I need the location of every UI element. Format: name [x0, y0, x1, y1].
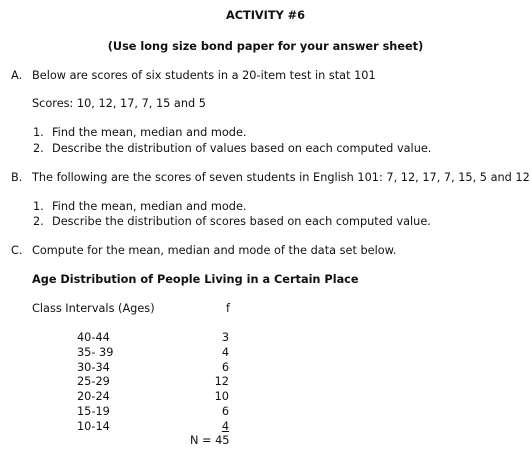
section-b-item-1-number: 1.: [33, 200, 44, 213]
table-row-frequency: 4: [221, 420, 229, 433]
section-b-item-2-number: 2.: [33, 215, 44, 228]
section-a-item-1-number: 1.: [33, 126, 44, 139]
total-frequency: N = 45: [190, 434, 230, 447]
section-a-text: Below are scores of six students in a 20-item test in stat 101: [32, 69, 376, 82]
section-c-letter: C.: [11, 244, 23, 257]
table-row-interval: 30-34: [77, 361, 110, 374]
section-b-item-2-text: Describe the distribution of scores based on each computed value.: [52, 215, 431, 228]
table-row-interval: 25-29: [77, 375, 110, 388]
table-title: Age Distribution of People Living in a Certain Place: [32, 273, 359, 286]
table-row-interval: 10-14: [77, 420, 110, 433]
table-row-frequency: 6: [221, 405, 229, 418]
table-row-interval: 40-44: [77, 331, 110, 344]
table-row-interval: 15-19: [77, 405, 110, 418]
section-c-text: Compute for the mean, median and mode of the data set below.: [32, 244, 397, 257]
instruction-text: (Use long size bond paper for your answer sheet): [107, 40, 424, 53]
section-a-item-2-number: 2.: [33, 142, 44, 155]
section-a-item-2-text: Describe the distribution of values based on each computed value.: [52, 142, 432, 155]
section-a-letter: A.: [11, 69, 23, 82]
table-row-interval: 35- 39: [77, 346, 114, 359]
page-title: ACTIVITY #6: [225, 9, 306, 22]
section-a-item-1-text: Find the mean, median and mode.: [52, 126, 247, 139]
table-row-frequency: 3: [221, 331, 229, 344]
section-b-text: The following are the scores of seven students in English 101: 7, 12, 17, 7, 15, 5 and 12: [32, 171, 530, 184]
column-header-frequency: f: [226, 302, 230, 315]
table-row-frequency: 12: [214, 375, 229, 388]
table-row-interval: 20-24: [77, 390, 110, 403]
table-row-frequency: 4: [221, 346, 229, 359]
table-row-frequency: 10: [214, 390, 229, 403]
section-b-item-1-text: Find the mean, median and mode.: [52, 200, 247, 213]
section-b-letter: B.: [11, 171, 23, 184]
section-a-scores: Scores: 10, 12, 17, 7, 15 and 5: [32, 97, 206, 110]
column-header-class-intervals: Class Intervals (Ages): [32, 302, 155, 315]
table-row-frequency: 6: [221, 361, 229, 374]
